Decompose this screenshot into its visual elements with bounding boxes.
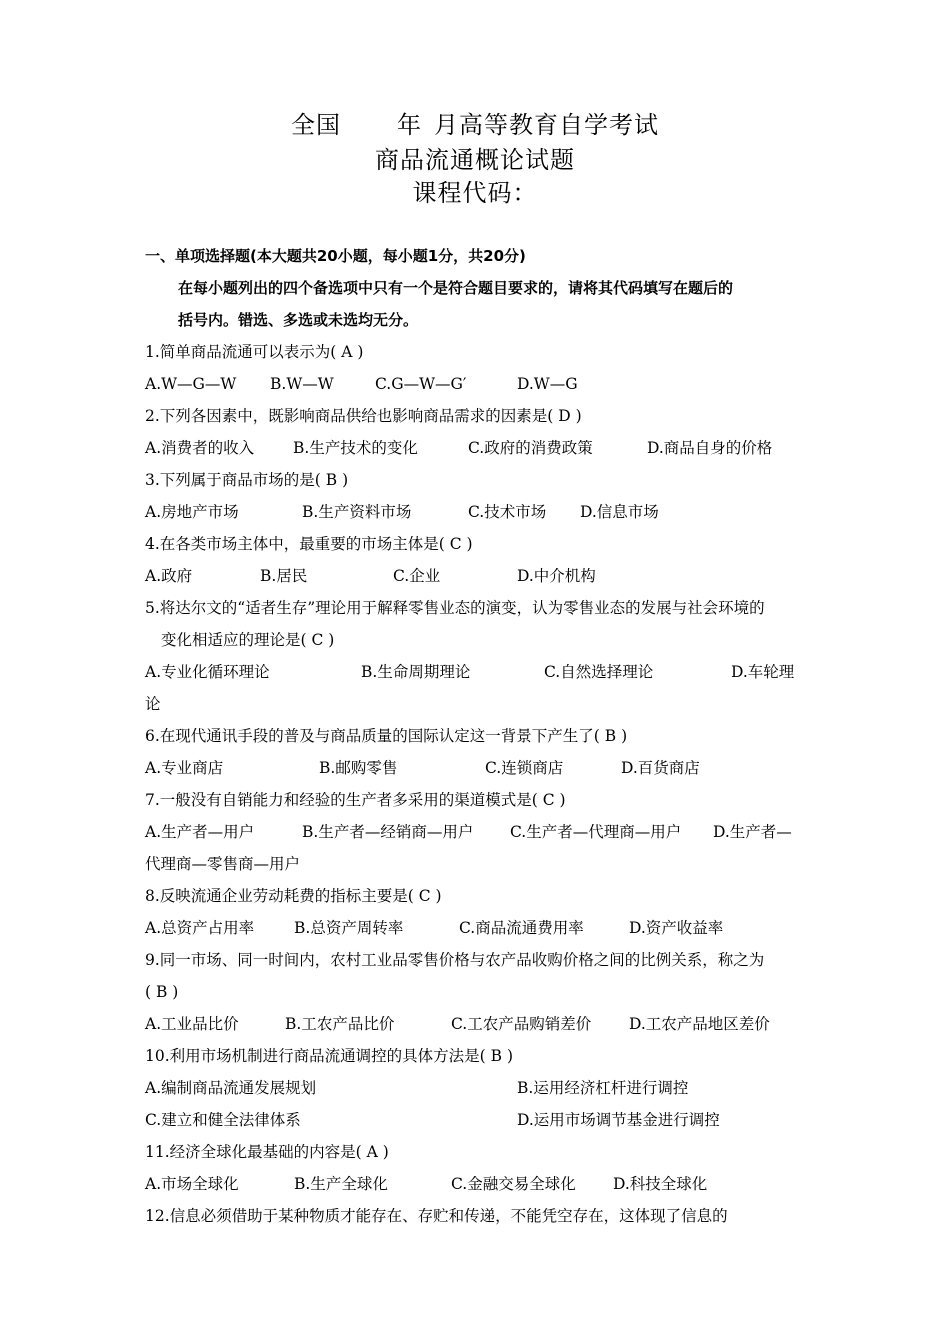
- question-stem: 4.在各类市场主体中，最重要的市场主体是( C ): [145, 535, 473, 553]
- option-d: D.百货商店: [621, 759, 700, 777]
- question-stem: 10.利用市场机制进行商品流通调控的具体方法是( B ): [145, 1047, 513, 1065]
- option-b: B.生命周期理论: [361, 663, 471, 681]
- title-nation: 全国: [291, 111, 341, 139]
- option-d: D.科技全球化: [613, 1175, 708, 1193]
- title-year: 年: [397, 111, 422, 139]
- question-stem: 2.下列各因素中，既影响商品供给也影响商品需求的因素是( D ): [145, 407, 582, 425]
- question-stem-continued: ( B ): [145, 983, 179, 1001]
- option-d: D.商品自身的价格: [647, 439, 773, 457]
- option-a: A.消费者的收入: [145, 439, 255, 457]
- option-b: B.生产技术的变化: [293, 439, 418, 457]
- option-d: D.车轮理: [731, 663, 795, 681]
- question-stem: 3.下列属于商品市场的是( B ): [145, 471, 349, 489]
- question-stem-continued: 变化相适应的理论是( C ): [161, 631, 335, 649]
- option-d: D.生产者—: [713, 823, 792, 841]
- option-c: C.工农产品购销差价: [451, 1015, 592, 1033]
- option-b: B.运用经济杠杆进行调控: [517, 1079, 689, 1097]
- course-code-label: 课程代码：: [412, 179, 538, 207]
- question-stem: 11.经济全球化最基础的内容是( A ): [145, 1143, 389, 1161]
- option-c: C.商品流通费用率: [459, 919, 584, 937]
- question-stem: 5.将达尔文的“适者生存”理论用于解释零售业态的演变，认为零售业态的发展与社会环境的: [145, 599, 765, 617]
- option-a: A.工业品比价: [145, 1015, 239, 1033]
- option-a: A.W—G—W: [145, 375, 237, 393]
- question-stem: 9.同一市场、同一时间内，农村工业品零售价格与农产品收购价格之间的比例关系，称之为: [145, 951, 765, 969]
- option-c: C.建立和健全法律体系: [145, 1111, 301, 1129]
- section-instructions-line1: 在每小题列出的四个备选项中只有一个是符合题目要求的，请将其代码填写在题后的: [178, 279, 734, 297]
- question-stem: 6.在现代通讯手段的普及与商品质量的国际认定这一背景下产生了( B ): [145, 727, 628, 745]
- option-a: A.房地产市场: [145, 503, 239, 521]
- option-a: A.总资产占用率: [145, 919, 255, 937]
- question-stem: 8.反映流通企业劳动耗费的指标主要是( C ): [145, 887, 442, 905]
- option-d: D.资产收益率: [629, 919, 724, 937]
- option-d-wrap: 论: [145, 695, 161, 713]
- option-b: B.总资产周转率: [294, 919, 404, 937]
- option-b: B.邮购零售: [319, 759, 398, 777]
- exam-title-line1: [0, 110, 950, 140]
- option-b: B.生产资料市场: [302, 503, 412, 521]
- option-a: A.生产者—用户: [145, 823, 255, 841]
- option-d: D.W—G: [517, 375, 578, 393]
- title-exam-name: 月高等教育自学考试: [434, 111, 659, 139]
- option-c: C.连锁商店: [485, 759, 564, 777]
- option-d: D.信息市场: [580, 503, 659, 521]
- option-c: C.技术市场: [468, 503, 547, 521]
- option-c: C.政府的消费政策: [468, 439, 593, 457]
- option-c: C.金融交易全球化: [451, 1175, 576, 1193]
- option-a: A.专业商店: [145, 759, 224, 777]
- option-d-wrap: 代理商—零售商—用户: [145, 855, 301, 873]
- option-c: C.企业: [393, 567, 441, 585]
- option-b: B.居民: [260, 567, 308, 585]
- option-d: D.中介机构: [517, 567, 596, 585]
- question-stem: 12.信息必须借助于某种物质才能存在、存贮和传递，不能凭空存在，这体现了信息的: [145, 1207, 728, 1225]
- option-c: C.G—W—G′: [375, 375, 467, 393]
- question-stem: 1.简单商品流通可以表示为( A ): [145, 343, 364, 361]
- option-c: C.生产者—代理商—用户: [510, 823, 682, 841]
- question-stem: 7.一般没有自销能力和经验的生产者多采用的渠道模式是( C ): [145, 791, 566, 809]
- option-b: B.生产者—经销商—用户: [302, 823, 474, 841]
- option-a: A.市场全球化: [145, 1175, 239, 1193]
- exam-subject-title: 商品流通概论试题: [375, 146, 575, 174]
- option-a: A.专业化循环理论: [145, 663, 270, 681]
- option-a: A.编制商品流通发展规划: [145, 1079, 317, 1097]
- option-d: D.运用市场调节基金进行调控: [517, 1111, 720, 1129]
- option-b: B.W—W: [270, 375, 334, 393]
- section-heading: 一、单项选择题(本大题共20小题，每小题1分，共20分): [145, 247, 526, 265]
- option-d: D.工农产品地区差价: [629, 1015, 770, 1033]
- option-b: B.工农产品比价: [285, 1015, 395, 1033]
- option-b: B.生产全球化: [294, 1175, 388, 1193]
- section-instructions-line2: 括号内。错选、多选或未选均无分。: [178, 311, 419, 329]
- option-a: A.政府: [145, 567, 193, 585]
- option-c: C.自然选择理论: [544, 663, 654, 681]
